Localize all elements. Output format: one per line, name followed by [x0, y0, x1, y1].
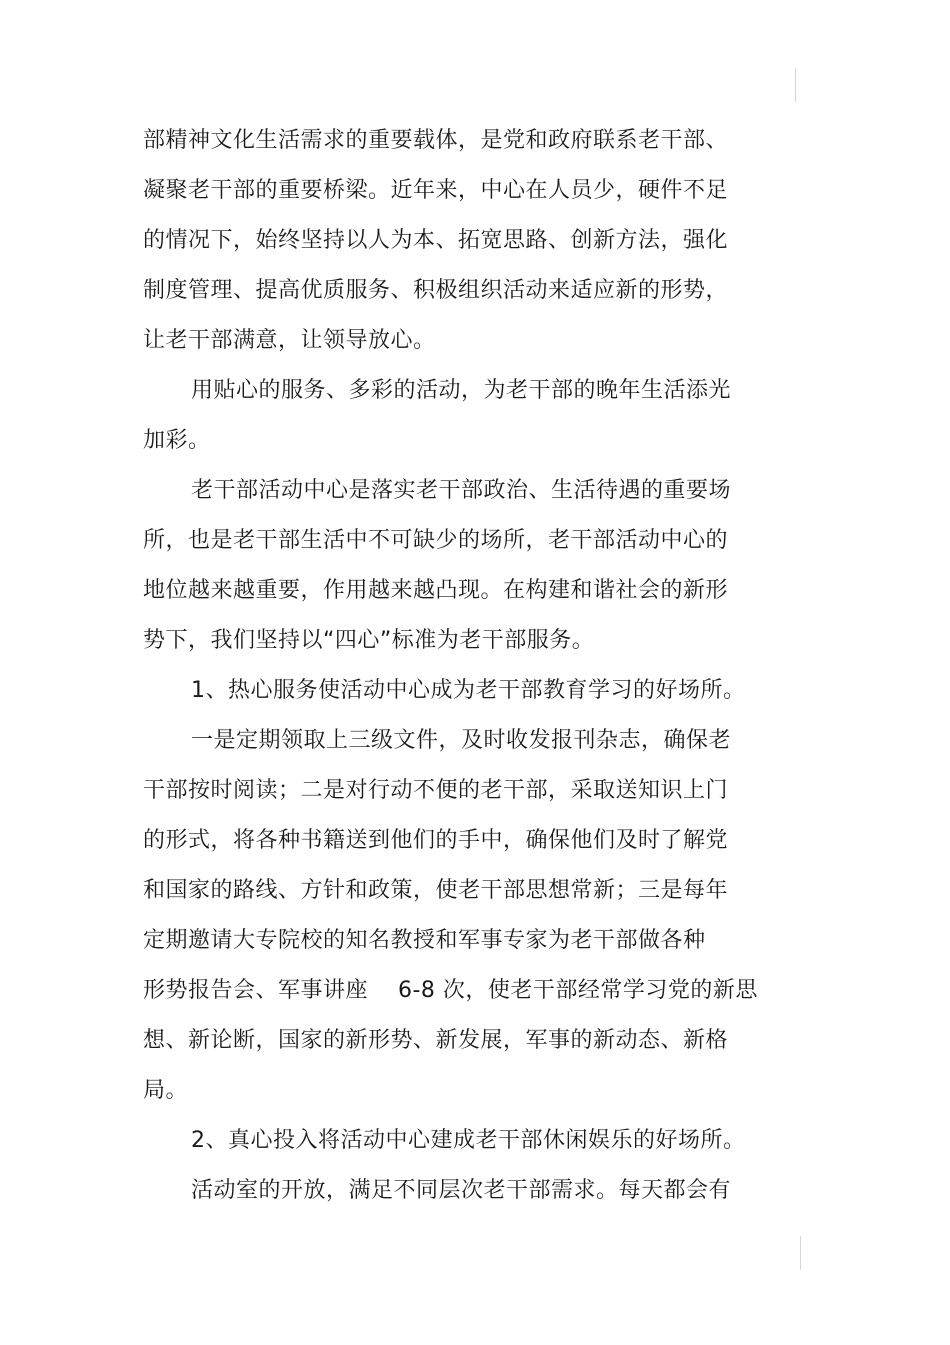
text-line: 的形式，将各种书籍送到他们的手中，确保他们及时了解党	[143, 828, 729, 853]
paragraph-2	[143, 366, 783, 466]
paragraph-3	[143, 466, 783, 666]
text-line: 凝聚老干部的重要桥梁。近年来，中心在人员少，硬件不足	[143, 178, 729, 203]
paragraph-5	[143, 716, 783, 1116]
text-line: 制度管理、提高优质服务、积极组织活动来适应新的形势，	[143, 278, 729, 303]
text-line: 部精神文化生活需求的重要载体，是党和政府联系老干部、	[143, 128, 729, 153]
paragraph-1	[143, 116, 783, 366]
text-line: 老干部活动中心是落实老干部政治、生活待遇的重要场	[191, 478, 732, 503]
text-line: 形势报告会、军事讲座 6-8 次，使老干部经常学习党的新思	[143, 978, 758, 1003]
text-line: 势下，我们坚持以“四心”标准为老干部服务。	[143, 628, 595, 653]
text-line: 定期邀请大专院校的知名教授和军事专家为老干部做各种	[143, 928, 706, 953]
text-line: 1、热心服务使活动中心成为老干部教育学习的好场所。	[191, 678, 746, 703]
section-heading-1	[143, 666, 783, 716]
text-line: 活动室的开放，满足不同层次老干部需求。每天都会有	[191, 1178, 732, 1203]
section-heading-2	[143, 1116, 783, 1166]
text-line: 所，也是老干部生活中不可缺少的场所，老干部活动中心的	[143, 528, 729, 553]
text-line: 地位越来越重要，作用越来越凸现。在构建和谐社会的新形	[143, 578, 729, 603]
document-body	[143, 116, 783, 1216]
page-edge-mark-bottom	[800, 1236, 801, 1270]
text-line: 一是定期领取上三级文件，及时收发报刊杂志，确保老	[191, 728, 732, 753]
text-line: 和国家的路线、方针和政策，使老干部思想常新；三是每年	[143, 878, 729, 903]
text-line: 的情况下，始终坚持以人为本、拓宽思路、创新方法，强化	[143, 228, 729, 253]
text-line: 用贴心的服务、多彩的活动，为老干部的晚年生活添光	[191, 378, 732, 403]
text-line: 加彩。	[143, 428, 211, 453]
paragraph-7	[143, 1166, 783, 1216]
page-edge-mark-top	[795, 68, 796, 102]
text-line: 想、新论断，国家的新形势、新发展，军事的新动态、新格	[143, 1028, 729, 1053]
text-line: 让老干部满意，让领导放心。	[143, 328, 436, 353]
text-line: 局。	[143, 1078, 189, 1103]
text-line: 干部按时阅读；二是对行动不便的老干部，采取送知识上门	[143, 778, 729, 803]
text-line: 2、真心投入将活动中心建成老干部休闲娱乐的好场所。	[191, 1128, 746, 1153]
